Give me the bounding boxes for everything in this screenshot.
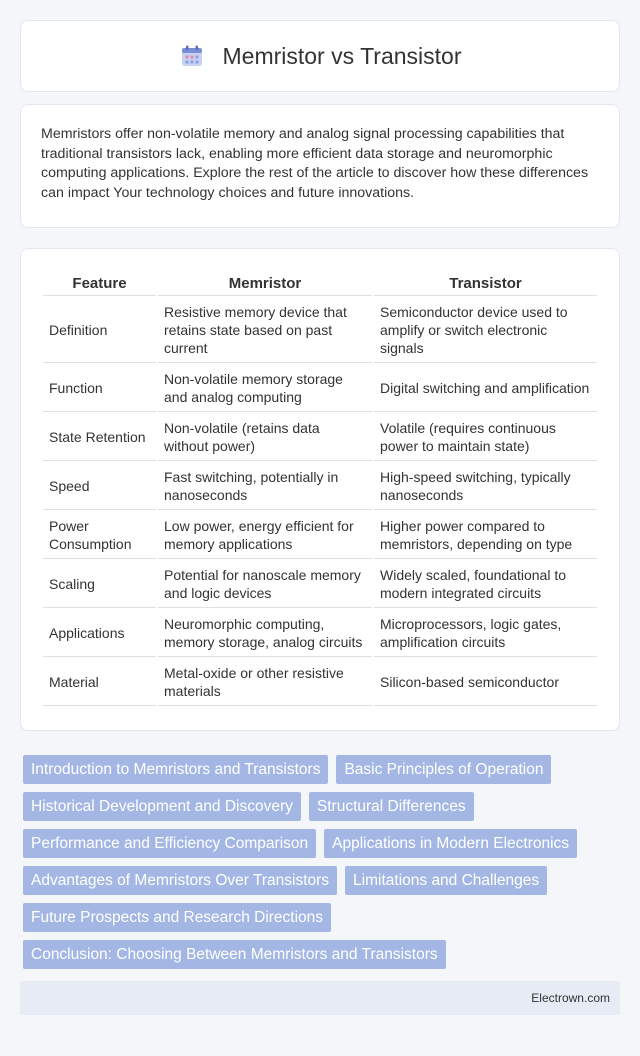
tag-conclusion[interactable]: Conclusion: Choosing Between Memristors and Transistors — [23, 940, 446, 969]
cell-transistor: Microprocessors, logic gates, amplification circuits — [374, 610, 597, 657]
cell-memristor: Metal-oxide or other resistive materials — [158, 659, 372, 706]
table-row — [43, 414, 597, 461]
cell-transistor: Widely scaled, foundational to modern integrated circuits — [374, 561, 597, 608]
cell-memristor: Fast switching, potentially in nanoseconds — [158, 463, 372, 510]
cell-memristor: Resistive memory device that retains state based on past current — [158, 298, 372, 363]
table-row — [43, 298, 597, 363]
topic-tags — [20, 755, 620, 969]
cell-feature: Power Consumption — [43, 512, 156, 559]
table-row — [43, 610, 597, 657]
cell-transistor: Volatile (requires continuous power to maintain state) — [374, 414, 597, 461]
cell-transistor: Semiconductor device used to amplify or switch electronic signals — [374, 298, 597, 363]
table-row — [43, 561, 597, 608]
tag-applications-modern[interactable]: Applications in Modern Electronics — [324, 829, 577, 858]
table-row — [43, 659, 597, 706]
table-row — [43, 365, 597, 412]
intro-text: Memristors offer non-volatile memory and analog signal processing capabilities that traditional transistors lack, enabling more efficient data storage and neuromorphic computing applications. Explore the rest of the article to discover how these differences can impact Your technology choices and future innovations. — [41, 126, 589, 201]
tag-basic-principles[interactable]: Basic Principles of Operation — [336, 755, 551, 784]
table-header-row — [43, 271, 597, 296]
cell-transistor: Digital switching and amplification — [374, 365, 597, 412]
footer — [20, 981, 620, 1015]
header-transistor: Transistor — [374, 271, 597, 296]
tag-limitations[interactable]: Limitations and Challenges — [345, 866, 547, 895]
table-row — [43, 463, 597, 510]
cell-memristor: Non-volatile memory storage and analog computing — [158, 365, 372, 412]
calendar-icon — [179, 43, 205, 69]
tag-historical-development[interactable]: Historical Development and Discovery — [23, 792, 301, 821]
cell-memristor: Non-volatile (retains data without power) — [158, 414, 372, 461]
cell-memristor: Low power, energy efficient for memory applications — [158, 512, 372, 559]
header-feature: Feature — [43, 271, 156, 296]
cell-memristor: Neuromorphic computing, memory storage, analog circuits — [158, 610, 372, 657]
cell-feature: State Retention — [43, 414, 156, 461]
header-memristor: Memristor — [158, 271, 372, 296]
tag-future-prospects[interactable]: Future Prospects and Research Directions — [23, 903, 331, 932]
cell-transistor: Higher power compared to memristors, depending on type — [374, 512, 597, 559]
tag-performance-efficiency[interactable]: Performance and Efficiency Comparison — [23, 829, 316, 858]
cell-feature: Function — [43, 365, 156, 412]
tag-introduction[interactable]: Introduction to Memristors and Transistors — [23, 755, 328, 784]
cell-memristor: Potential for nanoscale memory and logic devices — [158, 561, 372, 608]
comparison-table-card — [20, 248, 620, 731]
cell-feature: Speed — [43, 463, 156, 510]
cell-transistor: Silicon-based semiconductor — [374, 659, 597, 706]
cell-transistor: High-speed switching, typically nanoseconds — [374, 463, 597, 510]
tag-structural-differences[interactable]: Structural Differences — [309, 792, 474, 821]
intro-card — [20, 104, 620, 228]
cell-feature: Material — [43, 659, 156, 706]
footer-site-name: Electrown.com — [531, 991, 610, 1005]
comparison-table — [41, 269, 599, 708]
page-title: Memristor vs Transistor — [222, 42, 462, 69]
table-row — [43, 512, 597, 559]
cell-feature: Definition — [43, 298, 156, 363]
header-card — [20, 20, 620, 92]
tag-advantages[interactable]: Advantages of Memristors Over Transistors — [23, 866, 337, 895]
cell-feature: Scaling — [43, 561, 156, 608]
cell-feature: Applications — [43, 610, 156, 657]
